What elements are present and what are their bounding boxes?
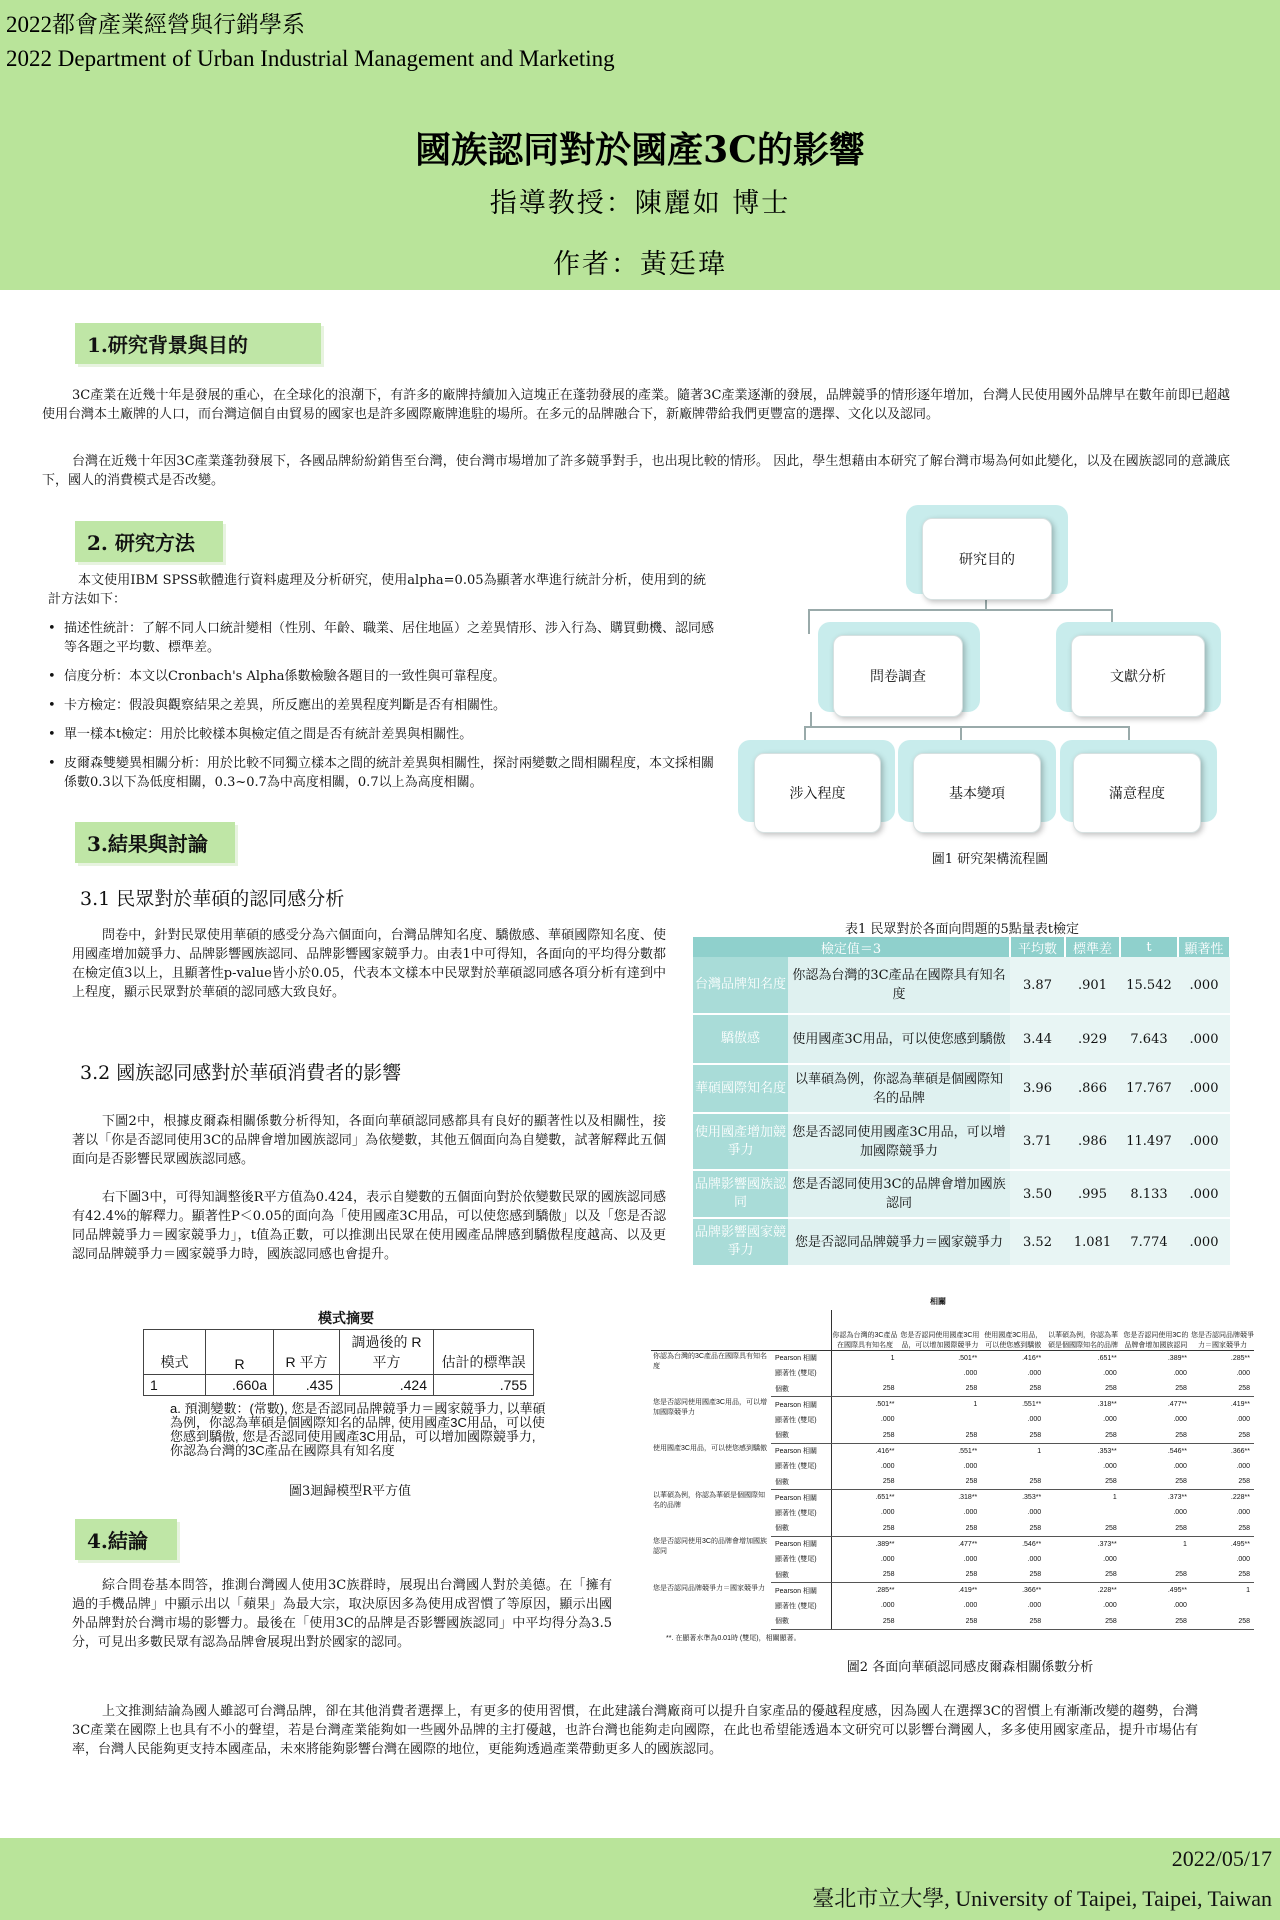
table1-row <box>693 1170 1230 1218</box>
table2-cell: .373** <box>1167 1494 1187 1501</box>
table2-cell: .000 <box>1173 1416 1187 1424</box>
table2-row <box>651 1536 1254 1552</box>
table2-cell: 258 <box>1191 1567 1254 1583</box>
table1-sd: .986 <box>1065 1113 1120 1170</box>
table2-cell: 1 <box>1112 1494 1117 1501</box>
table2-stat-label: 個數 <box>771 1521 831 1537</box>
table2-cell: 1 <box>890 1354 895 1362</box>
table2-cell: .228** <box>1230 1494 1250 1501</box>
method-item: • 信度分析：本文以Cronbach's Alpha係數檢驗各題目的一致性與可靠程度。 <box>48 667 718 686</box>
table2-cell: .651** <box>875 1494 895 1501</box>
table1-sd: .901 <box>1065 957 1120 1014</box>
table2-cell: 1 <box>973 1401 978 1408</box>
table2-cell: 258 <box>899 1474 982 1490</box>
table1-sd: 1.081 <box>1065 1218 1120 1266</box>
table2-cell: 258 <box>831 1521 899 1537</box>
table2-cell: .416** <box>875 1447 895 1455</box>
table2-cell: 258 <box>899 1614 982 1630</box>
table2-cell: .546** <box>1022 1540 1042 1548</box>
poster-header <box>0 0 1280 290</box>
table2-cell: .000 <box>1236 1369 1250 1377</box>
school-name: 臺北市立大學, University of Taipei, Taipei, Taiwan <box>812 1886 1272 1911</box>
table1-sig: .000 <box>1178 1064 1230 1113</box>
table2-row-label: 以華碩為例，你認為華碩是個國際知名的品牌 <box>653 1491 765 1509</box>
table2-cell: .000 <box>1027 1369 1042 1377</box>
advisor-line: 指導教授：陳麗如 博士 <box>489 188 791 219</box>
table3-note: a. 預測變數：(常數), 您是否認同品牌競爭力＝國家競爭力, 以華碩為例，你認為華碩是個國際知名的品牌, 使用國產3C用品，可以使您感到驕傲, 您是否認同使用國產3C用品，可以增加國際競爭力, 你認為台灣的3C產品在國際具有知名度 <box>170 1401 546 1458</box>
section4-paragraph-2: 上文推測結論為國人雖認可台灣品牌，卻在其他消費者選擇上，有更多的使用習慣，在此建議台灣廠商可以提升自家產品的優越程度感，因為國人在選擇3C的習慣上有漸漸改變的趨勢，台灣3C產業在國際上也具有不小的聲望，若是台灣產業能夠如一些國外品牌的主打優越，也許台灣也能夠走向國際，在此也希望能透過本文研究可以影響台灣國人，多多使用國家產品，提升市場佔有率，台灣人民能夠更支持本國產品，未來將能夠影響台灣在國際的地位，更能夠透過產業帶動更多人的國族認同。 <box>72 1704 1198 1757</box>
flow-box-satisfaction: 滿意程度 <box>1073 753 1201 833</box>
table1-sig: .000 <box>1178 1113 1230 1170</box>
table2-stat-label: 顯著性 (雙尾) <box>771 1552 831 1568</box>
table1-sd: .929 <box>1065 1014 1120 1064</box>
table2-cell: 258 <box>1045 1614 1121 1630</box>
table2-stat-label: 顯著性 (雙尾) <box>771 1598 831 1614</box>
table2-column-header: 您是否認同使用3C的品牌會增加國族認同 <box>1121 1310 1191 1350</box>
table2-title: 相關 <box>930 1297 946 1306</box>
table2-cell: .000 <box>963 1369 978 1377</box>
table2-cell: .000 <box>1236 1509 1250 1517</box>
table2-cell: .000 <box>1027 1602 1042 1610</box>
table2-cell: .353** <box>1022 1494 1042 1501</box>
table2-cell: .501** <box>958 1354 978 1362</box>
table2-cell: .000 <box>1173 1462 1187 1470</box>
table2-cell: 258 <box>1191 1614 1254 1630</box>
table3-cell: 1 <box>144 1375 206 1396</box>
table2-footnote: **. 在顯著水準為0.01時 (雙尾)，相關顯著。 <box>666 1635 801 1642</box>
table2-cell: 258 <box>981 1474 1045 1490</box>
table1-row <box>693 1064 1230 1113</box>
table2-cell <box>1121 1552 1191 1568</box>
table2-cell: 258 <box>899 1567 982 1583</box>
table2-cell: .000 <box>1173 1509 1187 1517</box>
table2-row <box>651 1350 1254 1366</box>
table1-question: 您是否認同使用國產3C用品，可以增加國際競爭力 <box>788 1113 1010 1170</box>
table2-cell <box>899 1412 982 1428</box>
table1-aspect: 使用國產增加競爭力 <box>693 1113 788 1170</box>
methods-list <box>48 619 718 802</box>
table2-cell: .000 <box>1173 1602 1187 1610</box>
table2-cell: .419** <box>958 1587 978 1594</box>
table1-row <box>693 1113 1230 1170</box>
table2-cell: .000 <box>963 1555 978 1563</box>
section4-paragraph-1: 綜合問卷基本問答，推測台灣國人使用3C族群時，展現出台灣國人對於美德。在「擁有過的手機品牌」中顯示出以「蘋果」為最大宗，取決原因多為使用成習慣了等原因，顯示出國外品牌對於台灣市場的影響力。最後在「使用3C的品牌是否影響國族認同」中平均得分為3.5分，可見出多數民眾有認為品牌會展現出對於國家的認同。 <box>72 1578 612 1650</box>
table2-stat-label: 顯著性 (雙尾) <box>771 1412 831 1428</box>
table3-cell: .660a <box>206 1375 274 1396</box>
flow-box-basic-variables: 基本變項 <box>913 753 1041 833</box>
table2-cell: .000 <box>1173 1369 1187 1377</box>
table1-header: 顯著性 <box>1178 937 1230 957</box>
table1-question: 使用國產3C用品，可以使您感到驕傲 <box>788 1014 1010 1064</box>
table2-row-label: 您是否認同使用國產3C用品，可以增加國際競爭力 <box>653 1398 767 1416</box>
table2-row <box>651 1397 1254 1413</box>
table2-cell: 258 <box>981 1428 1045 1444</box>
table1-row <box>693 957 1230 1014</box>
table2-cell: .318** <box>958 1494 978 1501</box>
section1-heading: 1.研究背景與目的 <box>75 323 321 364</box>
table2-cell: .389** <box>1167 1354 1187 1362</box>
table1-aspect: 華碩國際知名度 <box>693 1064 788 1113</box>
table2-cell: 258 <box>899 1381 982 1397</box>
section3-heading: 3.結果與討論 <box>75 822 235 863</box>
section3-2-paragraph-1: 下圖2中，根據皮爾森相關係數分析得知，各面向華碩認同感都具有良好的顯著性以及相關性，接著以「你是否認同使用3C的品牌會增加國族認同」為依變數，其他五個面向為自變數，試著解釋此五個面向是否影響民眾國族認同感。 <box>72 1114 666 1167</box>
table2-cell: .419** <box>1230 1401 1250 1408</box>
table2-cell: .501** <box>875 1401 895 1408</box>
table2-cell: 258 <box>1191 1428 1254 1444</box>
table2-row-label: 您是否認同使用3C的品牌會增加國族認同 <box>653 1538 767 1555</box>
table2-column-header: 以華碩為例，你認為華碩是個國際知名的品牌 <box>1045 1310 1121 1350</box>
table2-stat-label: 個數 <box>771 1428 831 1444</box>
table2-cell: .000 <box>1103 1416 1117 1424</box>
table2-stat-label: Pearson 相關 <box>771 1583 831 1599</box>
section3-1-paragraph: 問卷中，針對民眾使用華碩的感受分為六個面向，台灣品牌知名度、驕傲感、華碩國際知名度、使用國產增加競爭力、品牌影響國族認同、品牌影響國家競爭力。由表1中可得知，各面向的平均得分數都在檢定值3以上，且顯著性p-value皆小於0.05，代表本文樣本中民眾對於華碩認同感各項分析有達到中上程度，顯示民眾對於華碩的認同感大致良好。 <box>72 928 666 1000</box>
table2-cell: .495** <box>1230 1540 1250 1548</box>
table2-stat-label: 個數 <box>771 1381 831 1397</box>
table2-cell: 258 <box>981 1381 1045 1397</box>
table2-cell: 258 <box>1121 1428 1191 1444</box>
table2-cell: 258 <box>899 1521 982 1537</box>
table2-cell: .000 <box>880 1555 895 1563</box>
table2-stat-label: Pearson 相關 <box>771 1490 831 1506</box>
table2-cell: .551** <box>958 1447 978 1455</box>
table2-row-label: 你認為台灣的3C產品在國際具有知名度 <box>653 1352 767 1370</box>
table2-cell: .318** <box>1097 1401 1117 1408</box>
table1-row <box>693 1014 1230 1064</box>
table2-cell: .000 <box>963 1509 978 1517</box>
table2-cell: .000 <box>963 1602 978 1610</box>
table2-cell: 258 <box>1045 1428 1121 1444</box>
table2-cell: 258 <box>1045 1474 1121 1490</box>
table2-cell: 258 <box>1121 1614 1191 1630</box>
table2-cell: 258 <box>1191 1381 1254 1397</box>
table2-cell: .000 <box>1103 1369 1117 1377</box>
table2-row <box>651 1490 1254 1506</box>
table1-t: 15.542 <box>1120 957 1178 1014</box>
table2-cell: 258 <box>1191 1521 1254 1537</box>
table1-sd: .866 <box>1065 1064 1120 1113</box>
table2-cell: .000 <box>1103 1462 1117 1470</box>
table2-cell <box>1191 1598 1254 1614</box>
table2-stat-label: 顯著性 (雙尾) <box>771 1505 831 1521</box>
table2-cell: .000 <box>880 1509 895 1517</box>
table3-title: 模式摘要 <box>318 1310 374 1326</box>
table1-question: 以華碩為例，你認為華碩是個國際知名的品牌 <box>788 1064 1010 1113</box>
section1-paragraph-1: 3C產業在近幾十年是發展的重心，在全球化的浪潮下，有許多的廠牌持續加入這塊正在蓬勃發展的產業。隨著3C產業逐漸的發展，品牌競爭的情形逐年增加，台灣人民使用國外品牌早在數年前即已超越使用台灣本土廠牌的人口，而台灣這個自由貿易的國家也是許多國際廠牌進駐的場所。在多元的品牌融合下，新廠牌帶給我們更豐富的選擇、文化以及認同。 <box>42 388 1230 422</box>
table1-question: 您是否認同使用3C的品牌會增加國族認同 <box>788 1170 1010 1218</box>
section2-intro: 本文使用IBM SPSS軟體進行資料處理及分析研究，使用alpha=0.05為顯著水準進行統計分析，使用到的統計方法如下： <box>48 573 706 607</box>
poster-date: 2022/05/17 <box>1171 1846 1272 1871</box>
table2-cell: .477** <box>958 1540 978 1548</box>
flow-box-involvement: 涉入程度 <box>754 753 881 833</box>
section2-heading: 2. 研究方法 <box>75 521 223 562</box>
table2-column-header: 您是否認同使用國產3C用品，可以增加國際競爭力 <box>899 1310 982 1350</box>
table2-column-header: 使用國產3C用品，可以使您感到驕傲 <box>981 1310 1045 1350</box>
poster-title: 國族認同對於國產3C的影響 <box>415 129 865 171</box>
table2-cell <box>831 1366 899 1382</box>
flow-box-questionnaire: 問卷調查 <box>833 635 963 717</box>
table2-cell: 258 <box>831 1428 899 1444</box>
table1-sig: .000 <box>1178 1014 1230 1064</box>
table2-stat-label: 顯著性 (雙尾) <box>771 1366 831 1382</box>
table1-header: 檢定值＝3 <box>693 937 1010 957</box>
table2-cell: 258 <box>831 1567 899 1583</box>
table2-stat-label: 顯著性 (雙尾) <box>771 1459 831 1475</box>
table2-cell: .353** <box>1097 1447 1117 1455</box>
table1-aspect: 台灣品牌知名度 <box>693 957 788 1014</box>
table2-stat-label: Pearson 相關 <box>771 1536 831 1552</box>
table2-cell: .000 <box>880 1416 895 1424</box>
table2-cell: 258 <box>899 1428 982 1444</box>
section3-2-paragraph-2: 右下圖3中，可得知調整後R平方值為0.424，表示自變數的五個面向對於依變數民眾的國族認同感有42.4%的解釋力。顯著性P＜0.05的面向為「使用國產3C用品，可以使您感到驕傲」以及「您是否認同品牌競爭力＝國家競爭力」，t值為正數，可以推測出民眾在使用國產品牌感到驕傲程度越高、以及更認同品牌競爭力＝國家競爭力時，國族認同感也會提升。 <box>72 1190 666 1262</box>
department-zh: 2022都會產業經營與行銷學系 <box>6 12 305 37</box>
table2-cell: .000 <box>1103 1602 1117 1610</box>
table2-cell <box>1045 1505 1121 1521</box>
table3-header: R <box>206 1330 274 1375</box>
table2-row-label: 使用國產3C用品，可以使您感到驕傲 <box>653 1445 767 1452</box>
table2-cell: 1 <box>1037 1447 1042 1455</box>
table1-question: 你認為台灣的3C產品在國際具有知名度 <box>788 957 1010 1014</box>
table2-cell: .000 <box>1027 1555 1042 1563</box>
figure3-caption: 圖3迴歸模型R平方值 <box>288 1484 412 1499</box>
table2-cell: .000 <box>880 1602 895 1610</box>
t-test-table <box>693 937 1231 1267</box>
section1-paragraph-2: 台灣在近幾十年因3C產業蓬勃發展下，各國品牌紛紛銷售至台灣，使台灣市場增加了許多競爭對手，也出現比較的情形。 因此，學生想藉由本研究了解台灣市場為何如此變化，以及在國族認同的意識底下，國人的消費模式是否改變。 <box>42 454 1230 488</box>
table2-cell: 258 <box>1191 1474 1254 1490</box>
table2-cell <box>981 1459 1045 1475</box>
table1-header: t <box>1120 937 1178 957</box>
table1-t: 11.497 <box>1120 1113 1178 1170</box>
table2-cell: .000 <box>1027 1416 1042 1424</box>
table2-cell: .000 <box>880 1462 895 1470</box>
table2-cell: .000 <box>1236 1416 1250 1424</box>
table3-header: 調過後的 R 平方 <box>340 1330 434 1375</box>
table2-cell: 258 <box>981 1567 1045 1583</box>
table1-t: 7.643 <box>1120 1014 1178 1064</box>
table1-aspect: 驕傲感 <box>693 1014 788 1064</box>
table2-cell: .000 <box>1236 1555 1250 1563</box>
table2-stat-label: Pearson 相關 <box>771 1350 831 1366</box>
table2-cell: .366** <box>1022 1587 1042 1594</box>
table1-mean: 3.52 <box>1010 1218 1065 1266</box>
table1-aspect: 品牌影響國族認同 <box>693 1170 788 1218</box>
table2-cell: .228** <box>1097 1587 1117 1594</box>
table2-cell: .546** <box>1167 1447 1187 1455</box>
table1-t: 17.767 <box>1120 1064 1178 1113</box>
table1-aspect: 品牌影響國家競爭力 <box>693 1218 788 1266</box>
table2-stat-label: 個數 <box>771 1474 831 1490</box>
method-item: • 皮爾森雙變異相關分析：用於比較不同獨立樣本之間的統計差異與相關性，探討兩變數之間相關程度，本文採相關係數0.3以下為低度相關，0.3~0.7為中高度相關，0.7以上為高度相關。 <box>48 754 718 792</box>
table2-cell: .000 <box>1027 1509 1042 1517</box>
table2-cell: .477** <box>1167 1401 1187 1408</box>
poster-footer <box>0 1838 1280 1920</box>
table1-mean: 3.44 <box>1010 1014 1065 1064</box>
table3-cell: .435 <box>274 1375 340 1396</box>
table2-cell: 258 <box>981 1614 1045 1630</box>
figure2-caption: 圖2 各面向華碩認同感皮爾森相關係數分析 <box>846 1660 1094 1675</box>
table2-cell: 258 <box>1121 1567 1191 1583</box>
table2-cell: 258 <box>1121 1381 1191 1397</box>
flow-box-literature: 文獻分析 <box>1071 635 1205 717</box>
table2-cell: .495** <box>1167 1587 1187 1594</box>
table1-header: 標準差 <box>1065 937 1120 957</box>
table2-row <box>651 1443 1254 1459</box>
table2-stat-label: Pearson 相關 <box>771 1443 831 1459</box>
table2-cell: .389** <box>875 1540 895 1548</box>
table2-row-label: 您是否認同品牌競爭力＝國家競爭力 <box>653 1584 765 1592</box>
figure1-caption: 圖1 研究架構流程圖 <box>931 852 1049 867</box>
table1-mean: 3.50 <box>1010 1170 1065 1218</box>
table1-sd: .995 <box>1065 1170 1120 1218</box>
table1-question: 您是否認同品牌競爭力＝國家競爭力 <box>788 1218 1010 1266</box>
department-en: 2022 Department of Urban Industrial Management and Marketing <box>6 46 615 71</box>
table2-cell: 258 <box>1121 1521 1191 1537</box>
table3-header: 估計的標準誤 <box>434 1330 534 1375</box>
subsection-3-1-heading: 3.1 民眾對於華碩的認同感分析 <box>80 888 345 910</box>
table1-sig: .000 <box>1178 1170 1230 1218</box>
table1-sig: .000 <box>1178 957 1230 1014</box>
table2-cell: .416** <box>1022 1354 1042 1362</box>
method-item: • 單一樣本t檢定：用於比較樣本與檢定值之間是否有統計差異與相關性。 <box>48 725 718 744</box>
table2-stat-label: Pearson 相關 <box>771 1397 831 1413</box>
table2-cell: .366** <box>1230 1447 1250 1455</box>
table2-cell: .551** <box>1022 1401 1042 1408</box>
table3-cell: .424 <box>340 1375 434 1396</box>
table2-cell: .285** <box>875 1587 895 1594</box>
table3-cell: .755 <box>434 1375 534 1396</box>
table1-row <box>693 1218 1230 1266</box>
table2-column-header: 您是否認同品牌競爭力＝國家競爭力 <box>1191 1310 1254 1350</box>
table2-cell: .651** <box>1097 1354 1117 1362</box>
table1-sig: .000 <box>1178 1218 1230 1266</box>
section4-heading: 4.結論 <box>75 1519 177 1560</box>
table2-cell: 258 <box>831 1474 899 1490</box>
table2-cell: 1 <box>1246 1587 1250 1594</box>
table2-cell: 258 <box>1121 1474 1191 1490</box>
table1-mean: 3.71 <box>1010 1113 1065 1170</box>
table2-cell: 258 <box>1045 1381 1121 1397</box>
table1-mean: 3.87 <box>1010 957 1065 1014</box>
table2-cell: 258 <box>831 1614 899 1630</box>
table1-header: 平均數 <box>1010 937 1065 957</box>
flow-box-research-purpose: 研究目的 <box>922 518 1052 600</box>
table2-cell: 258 <box>981 1521 1045 1537</box>
correlation-table <box>651 1310 1254 1630</box>
table2-cell: 258 <box>1045 1567 1121 1583</box>
table2-row <box>651 1583 1254 1599</box>
subsection-3-2-heading: 3.2 國族認同感對於華碩消費者的影響 <box>80 1062 402 1084</box>
table2-stat-label: 個數 <box>771 1567 831 1583</box>
author-line: 作者：黃廷瑋 <box>553 249 727 280</box>
table2-cell: 1 <box>1183 1540 1187 1548</box>
table2-cell: .000 <box>1103 1555 1117 1563</box>
table2-cell: .000 <box>963 1462 978 1470</box>
table3-header: R 平方 <box>274 1330 340 1375</box>
table2-cell: .285** <box>1230 1354 1250 1362</box>
table2-cell: 258 <box>1045 1521 1121 1537</box>
table2-cell: .373** <box>1097 1540 1117 1548</box>
method-item: • 卡方檢定：假設與觀察結果之差異，所反應出的差異程度判斷是否有相關性。 <box>48 696 718 715</box>
table1-t: 7.774 <box>1120 1218 1178 1266</box>
table1-mean: 3.96 <box>1010 1064 1065 1113</box>
table3-header: 模式 <box>144 1330 206 1375</box>
table2-cell: 258 <box>831 1381 899 1397</box>
table1-caption: 表1 民眾對於各面向問題的5點量表t檢定 <box>845 922 1079 937</box>
regression-summary-table <box>143 1329 534 1396</box>
table1-t: 8.133 <box>1120 1170 1178 1218</box>
table2-column-header: 你認為台灣的3C產品在國際具有知名度 <box>831 1310 899 1350</box>
table2-cell: .000 <box>1236 1462 1250 1470</box>
method-item: • 描述性統計：了解不同人口統計變相（性別、年齡、職業、居住地區）之差異情形、涉入行為、購買動機、認同感等各題之平均數、標準差。 <box>48 619 718 657</box>
table2-stat-label: 個數 <box>771 1614 831 1630</box>
